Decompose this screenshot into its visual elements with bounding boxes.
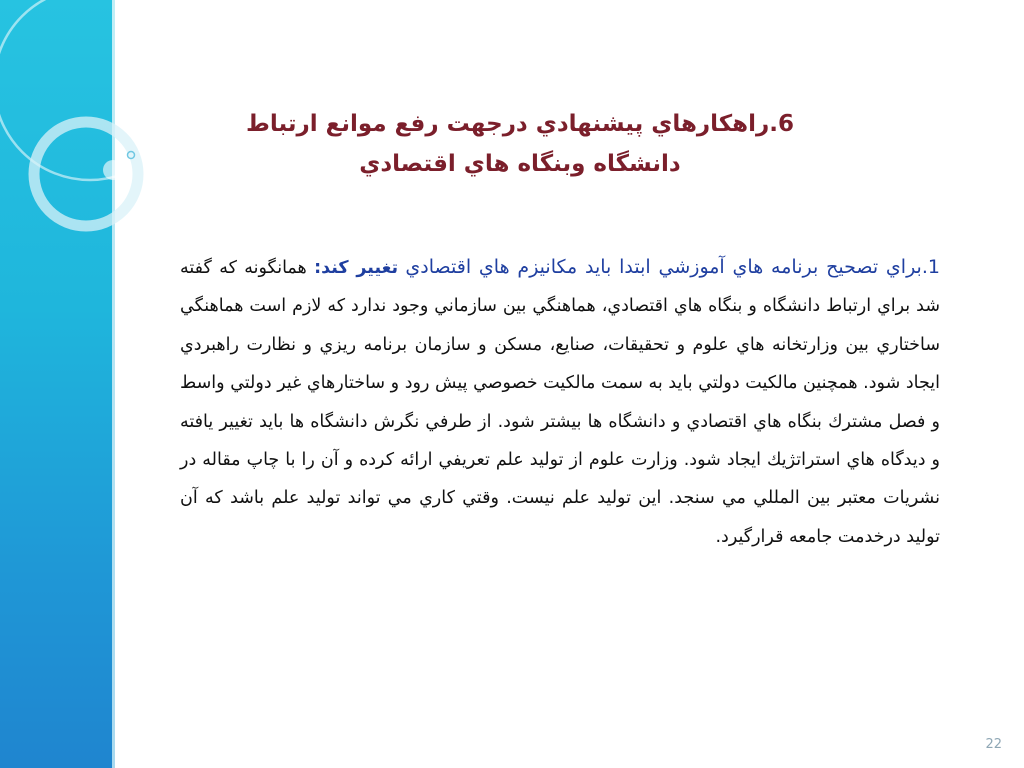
- slide-body: [180, 248, 940, 556]
- decorative-circles: [0, 0, 200, 300]
- page-number: 22: [985, 737, 1002, 752]
- large-ring: [0, 0, 186, 180]
- point-lead: 1.براي تصحيح برنامه هاي آموزشي ابتدا بايد مكانيزم هاي اقتصادي: [405, 256, 940, 278]
- point-emphasis: تغيير كند:: [314, 258, 399, 278]
- white-dot: [103, 160, 123, 180]
- slide-title: 6.راهكارهاي پيشنهادي درجهت رفع موانع ارتباط دانشگاه وبنگاه هاي اقتصادي: [245, 111, 795, 177]
- point-body: همانگونه كه گفته شد براي ارتباط دانشگاه و بنگاه هاي اقتصادي، هماهنگي بين سازماني وجود ندارد كه لازم است هماهنگي ساختاري بين وزارتخانه هاي علوم و تحقيقات، صنايع، مسكن و سازمان برنامه ريزي و نظارت راهبردي ايجاد شود. همچنين مالكيت دولتي بايد به سمت مالكيت خصوصي پيش رود و ساختارهاي غير دولتي واسط و فصل مشترك بنگاه هاي اقتصادي و دانشگاه ها بيشتر شود. از طرفي نگرش دانشگاه ها بايد تغيير يافته و ديدگاه هاي استراتژيك ايجاد شود. وزارت علوم از توليد علم تعريفي ارائه كرده و آن را با چاپ مقاله در نشريات معتبر بين المللي مي سنجد. اين توليد علم نيست. وقتي كاري مي تواند توليد علم باشد كه آن توليد درخدمت جامعه قرارگيرد.: [180, 258, 940, 547]
